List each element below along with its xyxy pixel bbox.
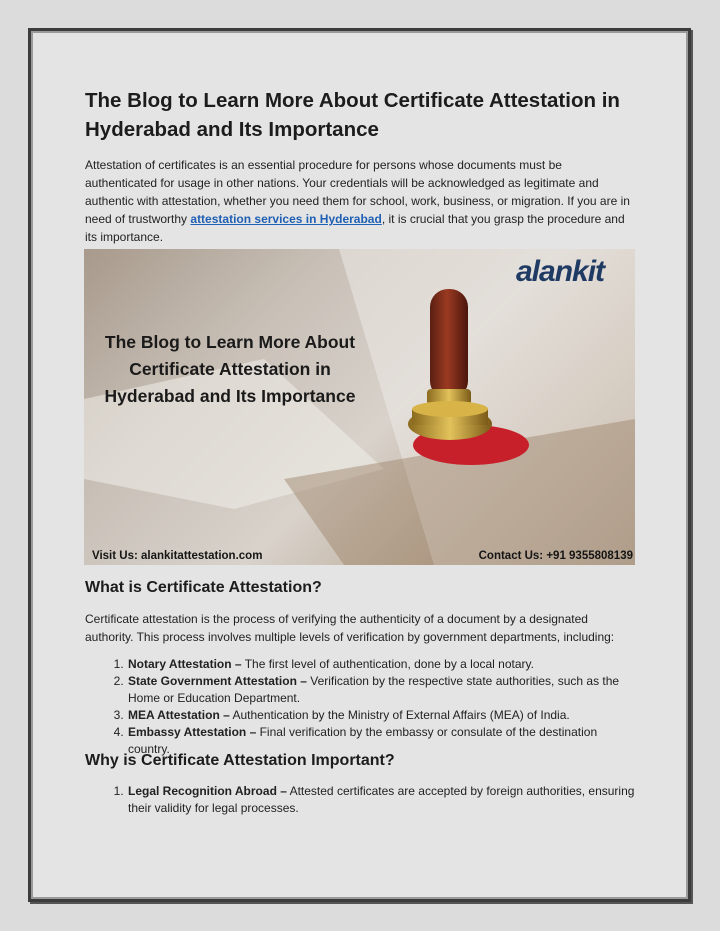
section-heading-what-is: What is Certificate Attestation? (85, 579, 322, 596)
section-why-important (85, 751, 637, 817)
alankit-logo: alankit (516, 255, 605, 288)
list-item-desc: Final verification by the embassy or consulate of the destination country. (128, 725, 598, 756)
importance-list (85, 783, 637, 817)
list-item-term: Legal Recognition Abroad – (128, 784, 287, 798)
page-title: The Blog to Learn More About Certificate Attestation in Hyderabad and Its Importance (85, 89, 620, 141)
intro-text: Attestation of certificates is an essential procedure for persons whose documents must be authenticated for usage in other nations. Your credentials will be acknowledged as legitimate and authentic with attestation, whether you need them for school, work, business, or migration. If you are in need of trustworthy (85, 158, 630, 226)
section-what-is-text: Certificate attestation is the process of verifying the authenticity of a document by a designated authority. This process involves multiple levels of verification by government departments, including: (85, 612, 615, 644)
list-item-desc: Attested certificates are accepted by foreign authorities, ensuring their validity for legal processes. (128, 784, 635, 815)
list-item (127, 707, 637, 724)
list-item (127, 656, 637, 673)
section-what-is (85, 578, 637, 758)
list-item (127, 783, 637, 817)
attestation-services-link[interactable]: attestation services in Hyderabad (190, 212, 382, 226)
list-item (127, 673, 637, 707)
list-item-term: MEA Attestation – (128, 708, 230, 722)
banner-visit-text: Visit Us: alankitattestation.com (92, 550, 263, 562)
intro-paragraph (85, 156, 637, 246)
list-item-desc: Verification by the respective state authorities, such as the Home or Education Department. (128, 674, 620, 705)
list-item-desc: Authentication by the Ministry of External Affairs (MEA) of India. (229, 708, 570, 722)
section-heading-why-important: Why is Certificate Attestation Important? (85, 752, 395, 769)
list-item-desc: The first level of authentication, done by a local notary. (241, 657, 534, 671)
article-header (85, 86, 637, 246)
banner-title: The Blog to Learn More About Certificate Attestation in Hyderabad and Its Importance (104, 332, 356, 406)
attestation-levels-list (85, 656, 637, 758)
list-item-term: Embassy Attestation – (128, 725, 257, 739)
banner-contact-text: Contact Us: +91 9355808139 (478, 550, 633, 562)
list-item-term: State Government Attestation – (128, 674, 307, 688)
list-item-term: Notary Attestation – (128, 657, 242, 671)
hero-banner-image (84, 249, 635, 565)
intro-text-end: , it is crucial that you grasp the procedure and its importance. (85, 212, 625, 244)
